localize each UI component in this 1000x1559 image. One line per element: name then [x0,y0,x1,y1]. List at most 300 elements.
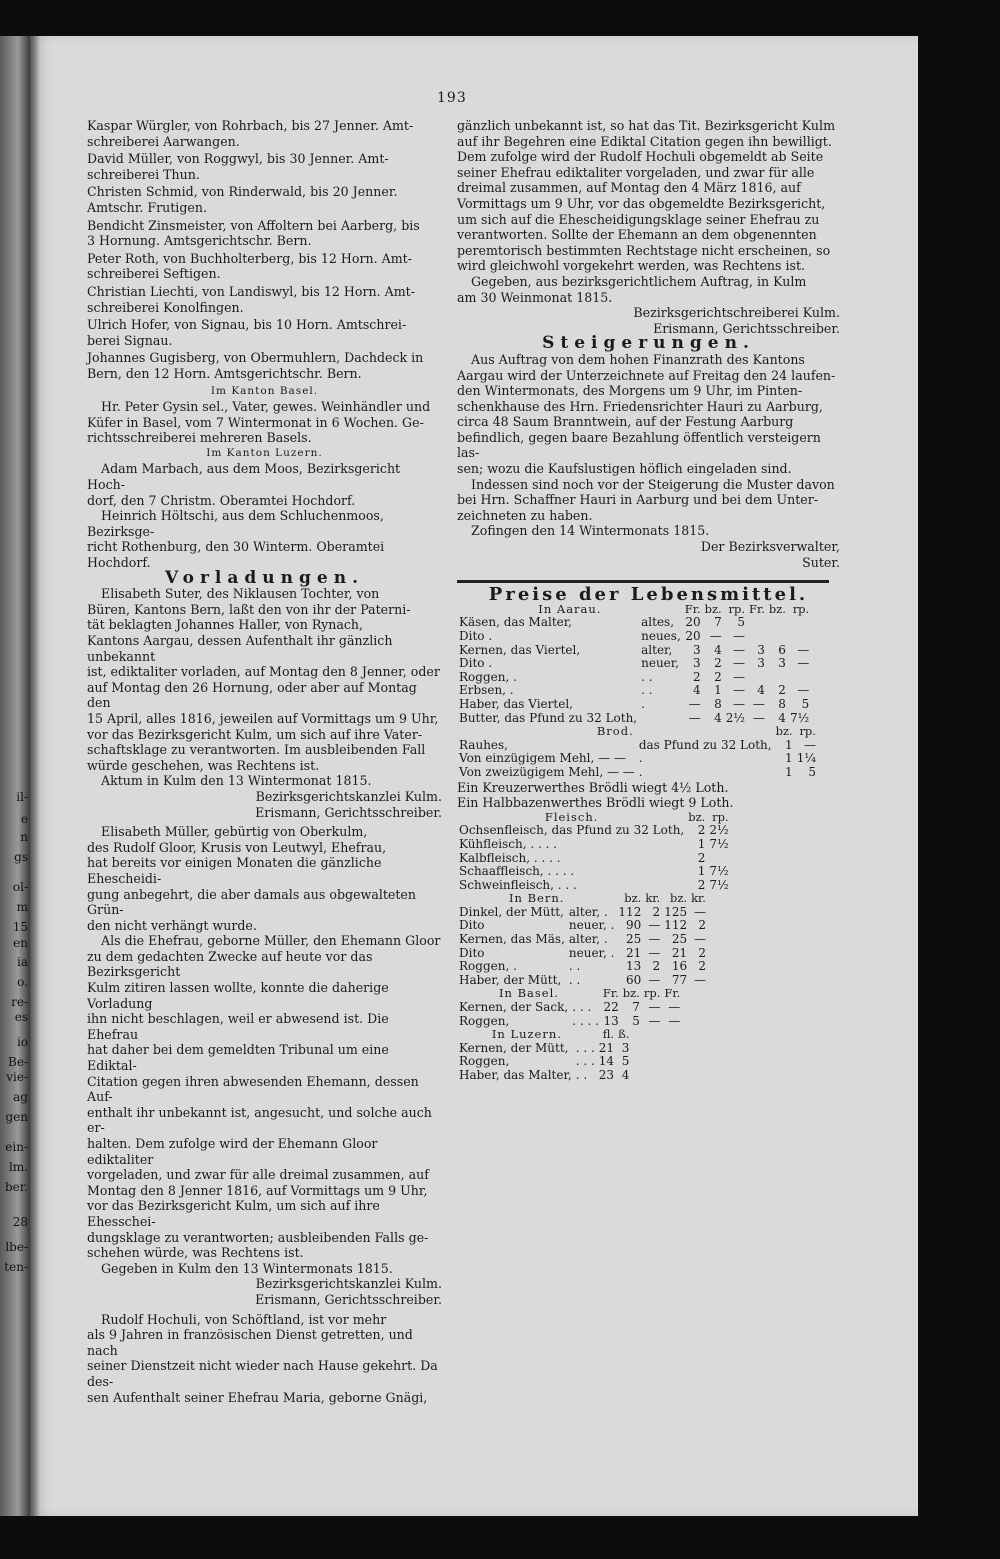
price-row [457,1042,631,1056]
signature-line: Erismann, Gerichtsschreiber. [255,804,442,820]
commodity-name: Haber, der Mütt, [459,972,562,987]
price-cell: — [668,1000,681,1015]
notice-line: Heinrich Höltschi, aus dem Schluchenmoos, Bezirksge- [87,508,384,539]
commodity-quality: alter, . [568,932,608,947]
price-row [457,671,811,685]
column-header: rp. [712,809,729,824]
right-column [457,118,840,1083]
market-label: In Bern. [509,891,565,906]
price-cell: 2 [693,669,701,684]
price-row [457,852,731,866]
commodity-name: Roggen, . [459,959,517,974]
column-header: bz. [670,891,688,906]
summons-line: vorgeladen, und zwar für alle dreimal zusammen, auf [87,1167,429,1183]
price-cell [747,616,767,630]
margin-fragment: gs [14,850,28,864]
summons-line: tät beklagten Johannes Haller, von Rynach, [87,617,364,633]
price-row [457,838,731,852]
price-cell: 13 [626,959,642,974]
summons-line: schehen würde, was Rechtens ist. [87,1245,304,1261]
price-cell: 7½ [709,864,729,879]
commodity-quality: altes, [641,615,675,630]
notice-line: Hr. Peter Gysin sel., Vater, gewes. Weinhändler und [101,399,431,415]
notice-entry [87,317,442,348]
summons-line: Elisabeth Suter, des Niklausen Tochter, von [101,586,380,602]
price-cell: — [732,642,745,657]
commodity-quality: neuer, . [568,945,615,960]
price-row [457,739,818,753]
commodity-name: Dinkel, der Mütt, [459,904,564,919]
notice-line: Bern, den 12 Horn. Amtsgerichtschr. Bern. [87,365,362,381]
notice-entry [87,184,442,215]
commodity-name: Schweinfleisch, . . . [459,877,577,892]
column-header: Fr. [748,601,765,616]
price-cell: 13 [603,1013,619,1028]
notice-entry [87,251,442,282]
column-header: ß. [618,1027,630,1042]
commodity-quality: . . [568,959,581,974]
signature-line: Suter. [802,554,840,570]
price-cell: 21 [671,945,688,960]
column-header: bz. [624,891,642,906]
commodity-quality: neuer, . [568,918,615,933]
price-cell: 77 [671,972,688,987]
price-cell: — [668,1013,681,1028]
summons-date: Aktum in Kulm den 13 Wintermonat 1815. [101,773,372,789]
price-cell: 4 [714,642,722,657]
price-row [457,1055,631,1069]
price-cell: 7 [632,1000,640,1015]
summons-line: wird gleichwohl vorgekehrt werden, was Rechtens ist. [457,258,806,274]
price-cell: 90 [626,918,642,933]
notice-line: schreiberei Seftigen. [87,266,221,282]
margin-fragment: 15 [12,920,28,934]
summons-line: gung anbegehrt, die aber damals aus obgewalteten Grün- [87,886,416,918]
notice-line: schreiberei Aarwangen. [87,133,240,149]
price-row [457,865,731,879]
price-row [457,1001,682,1015]
commodity-name: Dito [459,918,485,933]
market-label: In Basel. [498,986,559,1001]
price-row [457,698,811,712]
commodity-quality: . . . . [572,1013,599,1028]
price-cell: 5 [737,615,745,630]
price-cell: 2 [652,959,661,974]
auction-line: Aargau wird der Unterzeichnete auf Freitag den 24 laufen- [457,367,836,383]
summons-line: auf Montag den 26 Hornung, oder aber auf Montag den [87,679,417,711]
auction-date: Zofingen den 14 Wintermonats 1815. [471,523,710,539]
notice-line: Küfer in Basel, vom 7 Wintermonat in 6 Wochen. Ge- [87,414,424,430]
notice-line: Bendicht Zinsmeister, von Affoltern bei Aarberg, bis [87,217,420,233]
price-cell: 60 [626,972,642,987]
commodity-quality: . . . [575,1040,595,1055]
price-cell: 2 [652,904,661,919]
bread-weight-line: Ein Halbbazenwerthes Brödli wiegt 9 Loth. [457,795,734,811]
price-table [457,1028,631,1082]
price-cell: 3 [621,1040,630,1055]
price-row [457,824,731,838]
commodity-name: Ochsenfleisch, das Pfund zu 32 Loth, [459,823,685,838]
summons-line: vor das Bezirksgericht Kulm, um sich auf ihre Vater- [87,726,423,742]
summons-line: halten. Dem zufolge wird der Ehemann Gloor ediktaliter [87,1136,378,1167]
price-cell: 22 [603,1000,619,1015]
notice-entry [87,218,442,249]
price-cell: 5 [801,696,810,711]
price-cell: — [797,642,810,657]
price-cell: — [797,683,810,698]
auction-line: zeichneten zu haben. [457,507,593,523]
price-cell: 20 [685,629,701,643]
price-cell: — [693,972,706,987]
commodity-quality: . . . [572,1000,592,1015]
price-cell: 112 [618,904,642,919]
summons-line: peremtorisch bestimmten Rechtstage nicht erscheinen, so [457,242,831,258]
notice-line: Christian Liechti, von Landiswyl, bis 12 Horn. Amt- [87,283,415,299]
price-cell: 5 [632,1013,640,1028]
summons-line: Citation gegen ihren abwesenden Ehemann, dessen Auf- [87,1073,419,1105]
price-cell: 2 [778,683,786,698]
price-cell: 3 [757,642,765,657]
prices-title: Preise der Lebensmittel. [488,584,809,606]
price-cell: — [688,696,701,711]
column-header: kr. [691,891,706,906]
summons-line: auf ihr Begehren eine Ediktal Citation gegen ihn bewilligt. [457,133,832,149]
summons-line: Gegeben, aus bezirksgerichtlichem Auftrag, in Kulm [471,273,807,289]
price-cell: 3 [693,656,701,671]
commodity-name: Kernen, das Viertel, [459,642,581,657]
price-cell [788,671,811,685]
summons-date: Gegeben in Kulm den 13 Wintermonats 1815. [101,1260,393,1276]
price-cell: — [709,629,722,643]
market-label: In Aarau. [538,601,602,616]
left-column [87,118,442,1405]
column-header: rp. [643,986,661,1001]
commodity-quality: neues, [641,629,681,643]
margin-fragment: ol- [12,880,28,894]
price-cell: 1 [697,864,706,879]
price-cell: 7½ [709,836,729,851]
summons-line: des Rudolf Gloor, Krusis von Leutwyl, Ehefrau, [87,839,387,855]
commodity-name: Kühfleisch, . . . . [459,836,558,851]
price-cell: 21 [598,1040,615,1055]
commodity-name: Kernen, das Mäs, [459,932,565,947]
commodity-quality: . . [568,972,581,987]
notice-line: Adam Marbach, aus dem Moos, Bezirksgericht Hoch- [87,461,401,493]
notice-line: Kaspar Würgler, von Rohrbach, bis 27 Jenner. Amt- [87,118,414,133]
auction-line: den Wintermonats, des Morgens um 9 Uhr, im Pinten- [457,383,803,399]
auction-line: sen; wozu die Kaufslustigen höflich eingeladen sind. [457,461,792,477]
commodity-name: Kalbfleisch, . . . . [459,850,561,865]
price-cell: 14 [598,1054,615,1069]
price-cell: 7½ [789,710,810,725]
price-cell: — [648,918,661,933]
column-header: kr. [645,891,661,906]
margin-fragment: en [13,936,28,950]
price-cell: 1 [785,751,793,766]
section-label: Im Kanton Basel. [210,384,319,397]
price-cell: 5 [808,764,816,779]
price-cell: 7½ [709,877,729,892]
previous-page-strip [0,36,30,1516]
price-cell: 1 [785,764,793,779]
summons-line: hat daher bei dem gemeldten Tribunal um eine Ediktal- [87,1042,389,1074]
margin-fragment: re- [11,995,28,1009]
price-row [457,1015,682,1029]
summons-line: Als die Ehefrau, geborne Müller, den Ehemann Gloor [101,933,441,949]
margin-fragment: gen [5,1110,28,1124]
price-cell: — [693,932,706,947]
price-cell: 2 [698,918,706,933]
price-table [457,725,818,779]
price-cell: 4 [714,710,722,725]
column-header: bz. [775,724,793,739]
price-cell [747,630,767,644]
price-table [457,603,811,725]
price-cell [767,616,788,630]
section-label: Im Kanton Luzern. [206,446,323,459]
column-header: bz. [704,601,722,616]
summons-line: Rudolf Hochuli, von Schöftland, ist vor mehr [101,1311,387,1327]
market-label: Brod. [596,724,634,739]
summons-line: würde geschehen, was Rechtens ist. [87,757,320,773]
price-cell: 3 [693,642,701,657]
commodity-quality: . . [641,669,653,684]
summons-line: Kantons Aargau, dessen Aufenthalt ihr gänzlich unbekannt [87,633,393,664]
commodity-name: Dito [459,945,485,960]
summons-line: seiner Ehefrau ediktaliter vorgeladen, und zwar für alle [457,164,815,180]
price-cell [788,616,811,630]
commodity-quality: das Pfund zu 32 Loth, [638,737,772,752]
commodity-name: Schaaffleisch, . . . . [459,864,575,879]
commodity-quality: alter, . [568,904,608,919]
margin-fragment: io [16,1035,28,1049]
commodity-name: Erbsen, . [459,683,514,698]
summons-line: sen Aufenthalt seiner Ehefrau Maria, geborne Gnägi, [87,1389,428,1405]
price-cell: 1¼ [796,751,816,766]
price-cell: 25 [626,932,642,947]
commodity-quality [639,712,683,726]
summons-line: um sich auf die Ehescheidigungsklage seiner Ehefrau zu [457,211,820,227]
summons-line: Elisabeth Müller, gebürtig von Oberkulm, [101,824,368,840]
price-cell: 16 [671,959,688,974]
margin-fragment: e [20,812,28,826]
notice-line: Amtschr. Frutigen. [87,199,207,215]
price-cell: — [732,696,745,711]
signature-line: Erismann, Gerichtsschreiber. [255,1291,442,1307]
price-cell: — [688,710,701,725]
commodity-name: Kernen, der Mütt, [459,1040,569,1055]
summons-line: schaftsklage zu verantworten. Im ausbleibenden Fall [87,742,426,758]
margin-fragment: ber. [4,1180,28,1194]
commodity-name: Von zweizügigem Mehl, — — [459,764,635,779]
commodity-name: Butter, das Pfund zu 32 Loth, [459,710,638,725]
commodity-quality: neuer, [641,656,680,671]
auction-line: schenkhause des Hrn. Friedensrichter Hauri zu Aarburg, [457,398,823,414]
column-header: rp. [792,601,810,616]
summons-line: gänzlich unbekannt ist, so hat das Tit. Bezirksgericht Kulm [457,118,836,133]
price-cell: 112 [664,918,688,933]
price-cell: 4 [757,683,765,698]
price-cell: 2 [697,823,706,838]
price-row [457,644,811,658]
signature-line: Bezirksgerichtschreiberei Kulm. [633,305,840,321]
page-fold-shadow [30,36,40,1516]
summons-line: Kulm zitiren lassen wollte, konnte die daherige Vorladung [87,980,389,1011]
margin-fragment: Be- [8,1055,28,1069]
margin-fragment: lm. [8,1160,28,1174]
price-row [457,947,708,961]
bread-weight-line: Ein Kreuzerwerthes Brödli wiegt 4½ Loth. [457,779,729,795]
price-cell: 5 [621,1054,630,1069]
price-cell: 8 [778,696,786,711]
price-table [457,811,731,893]
margin-fragment: 28 [12,1215,28,1229]
summons-line: vor das Bezirksgericht Kulm, um sich auf ihre Ehesschei- [87,1198,380,1229]
price-row [457,616,811,630]
summons-line: verantworten. Sollte der Ehemann an dem obgenennten [457,227,817,243]
price-cell: — [752,710,765,725]
summons-line: ist, ediktaliter vorladen, auf Montag den 8 Jenner, oder [87,664,440,680]
auction-line: circa 48 Saum Branntwein, auf der Festung Aarburg [457,414,794,430]
margin-fragment: es [14,1010,28,1024]
notice-line: dorf, den 7 Christm. Oberamtei Hochdorf. [87,492,356,508]
divider-rule [457,580,829,583]
signature-line: Bezirksgerichtskanzlei Kulm. [255,788,442,804]
section-heading: Steigerungen. [542,333,755,354]
price-cell: — [648,932,661,947]
price-row [457,657,811,671]
price-cell: 21 [626,945,642,960]
notice-line: 3 Hornung. Amtsgerichtschr. Bern. [87,233,312,249]
price-cell: 2½ [725,710,745,725]
column-header: fl. [602,1027,615,1042]
price-cell: 6 [778,642,786,657]
price-row [457,766,818,780]
column-header: Fr. [684,601,701,616]
summons-line: 15 April, alles 1816, jeweilen auf Vormittags um 9 Uhr, [87,710,439,726]
margin-fragment: ten- [4,1260,28,1274]
price-cell: 8 [714,696,722,711]
price-cell: 20 [685,615,701,630]
price-cell: — [797,656,810,671]
price-cell: — [732,683,745,698]
price-row [457,712,811,726]
summons-line: Büren, Kantons Bern, laßt den von ihr der Paterni- [87,601,411,617]
column-header: bz. [688,809,706,824]
price-cell [767,671,788,685]
signature-line: Bezirksgerichtskanzlei Kulm. [255,1276,442,1292]
notice-line: berei Signau. [87,332,173,348]
column-header: Fr. [664,986,681,1001]
price-cell [747,671,767,685]
auction-line: bei Hrn. Schaffner Hauri in Aarburg und bei dem Unter- [457,492,818,508]
price-cell: 2 [697,850,706,865]
section-heading: Vorladungen. [165,567,364,588]
price-cell [767,630,788,644]
commodity-name: Dito . [459,656,493,671]
price-cell: 2 [698,959,706,974]
commodity-name: Roggen, [459,1054,510,1069]
market-label: Fleisch. [544,809,599,824]
commodity-name: Von einzügigem Mehl, — — [459,751,626,766]
auction-line: Indessen sind noch vor der Steigerung die Muster davon [471,476,835,492]
commodity-quality: . . [575,1068,588,1082]
commodity-name: Rauhes, [459,737,508,752]
commodity-name: Haber, das Viertel, [459,696,573,711]
notice-line: richt Rothenburg, den 30 Winterm. Oberamtei Hochdorf. [87,539,385,571]
column-header: rp. [799,724,816,739]
price-cell [788,630,811,644]
margin-fragment: m [16,900,28,914]
margin-fragment: ag [13,1090,28,1104]
price-cell: 2 [697,877,706,892]
market-label: In Luzern. [491,1027,562,1042]
page-number: 193 [437,90,467,106]
commodity-quality: . [638,764,643,779]
notice-line: richtsschreiberei mehreren Basels. [87,430,312,446]
summons-line: dungsklage zu verantworten; ausbleibenden Falls ge- [87,1229,429,1245]
price-cell: 2½ [709,823,729,838]
notice-line: David Müller, von Roggwyl, bis 30 Jenner. Amt- [87,151,389,167]
price-cell: 1 [714,683,722,698]
summons-line: seiner Dienstzeit nicht wieder nach Hause gekehrt. Da des- [87,1358,438,1389]
price-row [457,960,708,974]
summons-line: ihn nicht beschlagen, weil er abwesend ist. Die Ehefrau [87,1011,389,1042]
price-row [457,906,708,920]
price-row [457,974,708,988]
margin-fragment: ein- [5,1140,28,1154]
commodity-name: Kernen, der Sack, [459,1000,569,1015]
notice-line: Christen Schmid, von Rinderwald, bis 20 Jenner. [87,184,398,200]
price-cell: 3 [757,656,765,671]
price-cell: 1 [697,836,706,851]
price-cell: 25 [671,932,688,947]
margin-fragment: n [20,830,28,844]
price-cell: 23 [598,1068,615,1082]
commodity-quality: . . . [575,1054,595,1069]
price-row [457,919,708,933]
price-cell: 4 [693,683,701,698]
summons-line: enthalt ihr unbekannt ist, angesucht, und solche auch er- [87,1104,432,1136]
notice-line: Peter Roth, von Buchholterberg, bis 12 Horn. Amt- [87,250,412,266]
notice-entry [87,118,442,149]
price-row [457,879,731,893]
commodity-quality: . [638,751,643,766]
price-row [457,1069,631,1083]
price-cell: — [648,972,661,987]
price-table [457,892,708,987]
price-cell: — [648,1013,661,1028]
margin-fragment: vie- [6,1070,28,1084]
signature-line: Der Bezirksverwalter, [700,539,840,555]
price-row [457,630,811,644]
price-cell: — [752,696,765,711]
commodity-name: Roggen, . [459,669,517,684]
price-cell: — [648,1000,661,1015]
notice-entry [87,284,442,315]
price-cell: 1 [785,737,793,752]
summons-line: Dem zufolge wird der Rudolf Hochuli obgemeldt ab Seite [457,149,824,165]
auction-line: Aus Auftrag von dem hohen Finanzrath des Kantons [471,351,805,367]
column-header: rp. [728,601,745,616]
signature-line: Erismann, Gerichtsschreiber. [653,320,840,336]
notice-line: schreiberei Konolfingen. [87,299,244,315]
price-cell: 4 [778,710,786,725]
margin-fragment: ia [17,955,28,969]
price-cell: — [693,904,706,919]
commodity-name: Haber, das Malter, [459,1068,572,1082]
price-cell: 125 [664,904,688,919]
